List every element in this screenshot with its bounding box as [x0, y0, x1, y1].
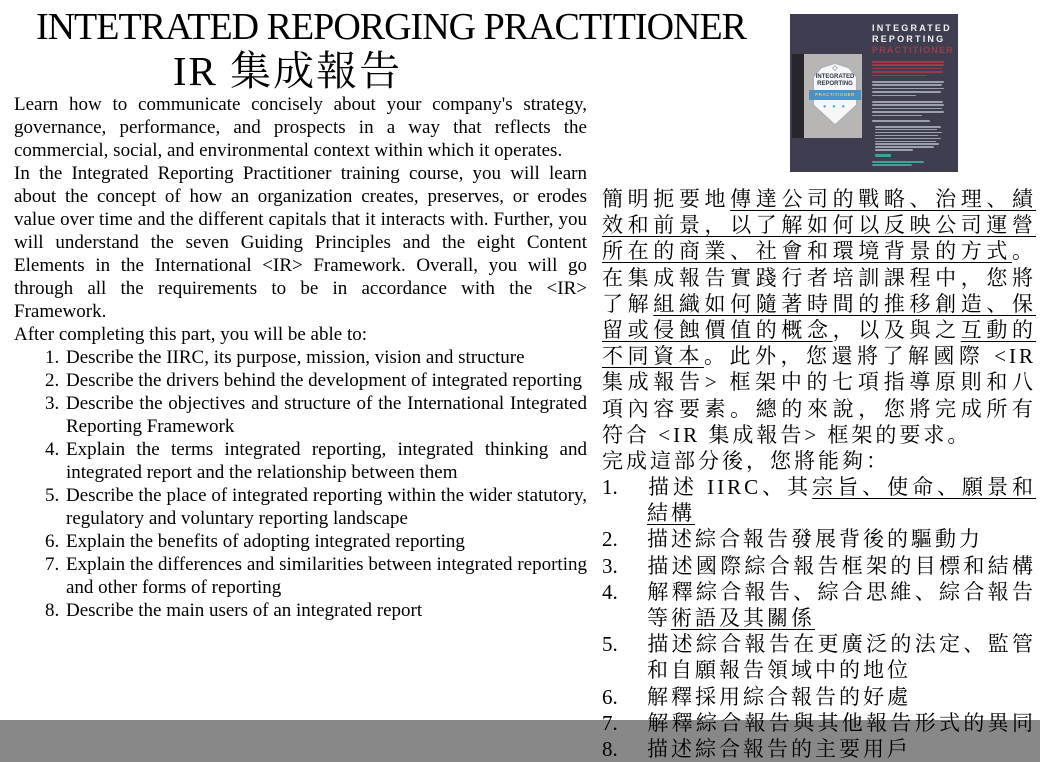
underlined-text: 留或侵蝕價值的概念: [602, 317, 833, 342]
chinese-paragraph-line: [602, 212, 1036, 238]
chinese-paragraph-line: [602, 265, 1036, 291]
chinese-list-line: [602, 684, 1036, 710]
underlined-text: 不同資本: [602, 344, 704, 369]
chinese-paragraph-line: [602, 422, 1036, 448]
text-placeholder-bar: [872, 88, 944, 90]
list-number: 8.: [602, 736, 618, 761]
list-number: 7.: [602, 710, 618, 735]
text: 解釋採用綜合報告的好處: [647, 684, 911, 709]
chinese-column: [602, 186, 1036, 762]
text: ，以及與之: [832, 317, 961, 342]
text: 解釋綜合報告、綜合思維、綜合報告: [647, 579, 1036, 604]
badge-text-line1: INTEGRATED: [815, 74, 855, 80]
text-placeholder-bar: [872, 115, 922, 117]
list-number: 4.: [602, 579, 618, 604]
text-placeholder-bar: [872, 101, 943, 103]
badge-stars-icon: ● ● ●: [822, 104, 848, 110]
text-placeholder-bar: [872, 104, 944, 106]
list-number: 3.: [602, 553, 618, 578]
chinese-list-line: [602, 579, 1036, 605]
text-placeholder-bar: [872, 95, 916, 97]
english-list-intro: After completing this part, you will be able to:: [14, 324, 368, 345]
chinese-list-line: [602, 526, 1036, 552]
text-placeholder-bar: [875, 138, 941, 140]
text-placeholder-bar: [875, 143, 939, 145]
underlined-text: 結構: [647, 501, 695, 526]
text-placeholder-bar: [872, 161, 924, 163]
text-placeholder-bar: [872, 91, 941, 93]
text: 完成這部分後，您將能夠：: [602, 448, 890, 473]
underlined-text: 術語及其關係: [671, 606, 815, 630]
text-placeholder-bar: [872, 164, 912, 166]
chinese-list-line: [602, 710, 1036, 736]
chinese-list-line: [602, 631, 1036, 657]
chinese-list-line: [602, 500, 1036, 526]
text-placeholder-bar: [875, 129, 937, 131]
text: 符合 <IR 集成報告> 框架的要求。: [602, 422, 972, 447]
list-item: 8. Describe the main users of an integrated report: [64, 599, 587, 622]
chinese-paragraph-line: [602, 369, 1036, 395]
underlined-text: 互動的: [960, 317, 1036, 342]
text: 。: [1012, 239, 1036, 264]
list-item: 7. Explain the differences and similarities between integrated reporting and other forms of reporting: [64, 553, 587, 599]
underlined-text: 宗旨、使命、願景和: [812, 475, 1037, 500]
text-placeholder-bar: [872, 64, 944, 66]
chinese-list-line: [602, 605, 1036, 631]
text: 。此外，您還將了解國際 <IR: [703, 344, 1037, 369]
page-title: INTETRATED REPORGING PRACTITIONER: [35, 6, 747, 48]
english-objectives-list: [14, 346, 587, 622]
list-number: 2.: [602, 527, 618, 552]
certification-badge: [812, 62, 858, 126]
badge-ribbon: PRACTITIONER: [809, 90, 861, 100]
text: 描述 IIRC、其: [647, 475, 813, 500]
text-placeholder-bar: [872, 84, 942, 86]
chinese-paragraph-line: [602, 448, 1036, 474]
text-placeholder-bar: [872, 111, 944, 113]
text-placeholder-bar: [875, 141, 936, 143]
text-placeholder-bar: [875, 146, 934, 148]
badge-text: [812, 74, 858, 88]
underlined-text: 組織如何隨著時間的推移創造、保: [653, 291, 1036, 316]
text-placeholder-bar: [872, 61, 944, 63]
english-paragraph-2: In the Integrated Reporting Practitioner training course, you will learn about the concept of how an organization creates, preserves, or erodes value over time and the different capitals that it interacts with. Further, you will understand the seven Guiding Principles and the eight Content Elements in the International <IR> Framework. Overall, you will go through all the requirements to be in accordance with the <IR> Framework.: [14, 163, 587, 322]
text: 解釋綜合報告與其他報告形式的異同: [647, 710, 1036, 735]
underlined-text: 所在的商業、社會和環境背景的方式: [602, 239, 1012, 264]
chinese-paragraph-line: [602, 317, 1036, 343]
chinese-list-line: [602, 736, 1036, 762]
brochure-thumbnail: [790, 14, 958, 172]
text: 項內容要素。總的來說，您將完成所有: [602, 396, 1036, 421]
underlined-text: 效和前景，以了解如何以反映公司運營: [602, 213, 1036, 238]
text: 等: [647, 606, 671, 630]
list-item: 5. Describe the place of integrated reporting within the wider statutory, regulatory and voluntary reporting landscape: [64, 484, 587, 530]
text: 描述綜合報告在更廣泛的法定、監管: [647, 632, 1036, 657]
text: 了解: [602, 291, 654, 316]
chinese-paragraph-line: [602, 238, 1036, 264]
brochure-title-accent: PRACTITIONER: [872, 45, 954, 55]
underlined-text: 傳達公司的戰略、治理、績: [730, 187, 1036, 211]
text-placeholder-bar: [875, 154, 891, 157]
list-number: 6.: [602, 684, 618, 709]
brochure-title-line1: INTEGRATED: [872, 23, 952, 33]
english-paragraph-1: Learn how to communicate concisely about your company's strategy, governance, performance, and prospects in a way that reflects the commercial, social, and environmental context within which it operates.: [14, 94, 587, 161]
english-column: [14, 93, 587, 622]
badge-text-line2: REPORTING: [817, 81, 853, 87]
text-placeholder-bar: [872, 108, 942, 110]
chinese-list-line: [602, 657, 1036, 683]
text-placeholder-bar: [872, 75, 927, 77]
chinese-list-line: [602, 553, 1036, 579]
text-placeholder-bar: [875, 132, 942, 134]
text-placeholder-bar: [872, 120, 930, 122]
page-subtitle: IR 集成報告: [172, 48, 403, 94]
text: 描述國際綜合報告框架的目標和結構: [647, 553, 1036, 578]
text: 簡明扼要地: [602, 187, 731, 211]
brochure-title-line2: REPORTING: [872, 34, 946, 44]
badge-logo-icon: ◇: [832, 65, 838, 72]
chinese-list-line: [602, 474, 1036, 500]
text-placeholder-bar: [875, 135, 938, 137]
text-placeholder-bar: [875, 126, 941, 128]
list-number: 5.: [602, 632, 618, 657]
list-item: 4. Explain the terms integrated reporting, integrated thinking and integrated report and the relationship between them: [64, 438, 587, 484]
list-item: 3. Describe the objectives and structure of the International Integrated Reporting Framework: [64, 392, 587, 438]
chinese-paragraph-line: [602, 343, 1036, 369]
text: 集成報告> 框架中的七項指導原則和八: [602, 370, 1036, 395]
chinese-paragraph-line: [602, 186, 1036, 212]
brochure-photo: [792, 54, 862, 138]
text: 描述綜合報告的主要用戶: [647, 736, 911, 761]
list-number: 1.: [602, 475, 618, 500]
chinese-paragraph-line: [602, 396, 1036, 422]
text-placeholder-bar: [872, 68, 942, 70]
text: 和自願報告領域中的地位: [647, 658, 911, 683]
list-item: 2. Describe the drivers behind the development of integrated reporting: [64, 369, 587, 392]
chinese-paragraph-line: [602, 291, 1036, 317]
list-item: 6. Explain the benefits of adopting integrated reporting: [64, 530, 587, 553]
text-placeholder-bar: [875, 149, 913, 151]
text-placeholder-bar: [872, 81, 944, 83]
list-item: 1. Describe the IIRC, its purpose, mission, vision and structure: [64, 346, 587, 369]
text: 描述綜合報告發展背後的驅動力: [647, 527, 983, 552]
brochure-title: [872, 23, 954, 56]
text-placeholder-bar: [872, 71, 943, 73]
text: 在集成報告實踐行者培訓課程中，您將: [602, 265, 1036, 290]
